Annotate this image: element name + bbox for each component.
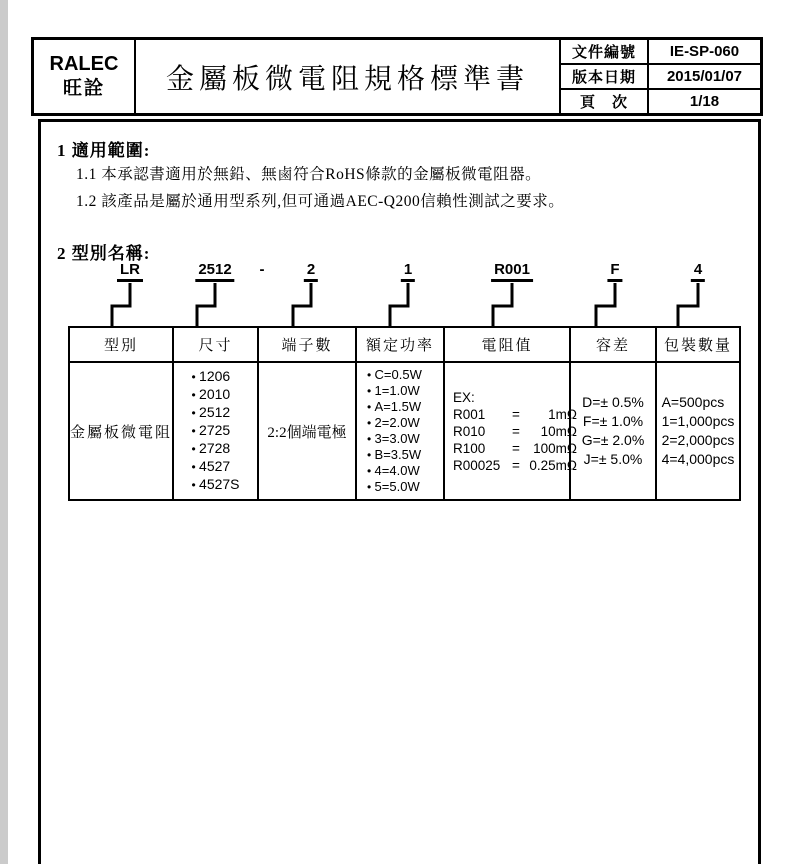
cell-resistance-values [443,363,577,499]
list-item: D=± 0.5% [582,394,644,410]
res-val: 100mΩ [533,440,577,456]
company-name-en: RALEC [49,53,119,76]
list-item: 2=2,000pcs [661,432,735,448]
col-header-type: 型別 [70,328,172,363]
resistance-example-row [453,440,577,457]
doc-number-value: IE-SP-060 [669,43,740,60]
list-item: • 2725 [191,422,239,440]
meta-label: 頁 次 [561,90,649,113]
res-code: R010 [453,423,486,439]
part-code-packaging: 4 [691,260,705,282]
list-item: 4=4,000pcs [661,451,735,467]
list-item: • 4527S [191,476,239,494]
col-header-size: 尺寸 [172,328,257,363]
company-logo [34,40,136,113]
document-meta-table [559,40,760,113]
res-code: R100 [453,440,486,456]
list-item: • 2=2.0W [367,415,422,431]
tolerance-list [582,393,645,469]
list-item: • 4527 [191,458,239,476]
res-eq: = [512,457,520,473]
part-code-terminals: 2 [304,260,318,282]
list-item: • B=3.5W [367,447,422,463]
packaging-list [662,393,735,469]
list-item: • C=0.5W [367,367,422,383]
list-item: • 1=1.0W [367,383,422,399]
resistance-example-row [453,457,577,474]
list-item: A=500pcs [661,394,725,410]
list-item: • 2512 [191,404,239,422]
part-code-resistance: R001 [491,260,533,282]
col-header-power: 額定功率 [355,328,443,363]
title-cell [136,40,559,113]
section-1-heading: 1 適用範圍: [57,141,151,160]
part-code-series: LR [117,260,143,282]
col-header-terminals: 端子數 [257,328,355,363]
res-eq: = [512,406,520,422]
list-item: G=± 2.0% [581,432,645,448]
list-item: F=± 1.0% [582,413,644,429]
page-number-value: 1/18 [689,93,720,110]
resistance-example-row [453,406,577,423]
list-item: • 3=3.0W [367,431,422,447]
version-date-value: 2015/01/07 [666,68,743,85]
res-code: R001 [453,406,486,422]
col-header-packaging: 包裝數量 [655,328,739,363]
list-item: • 1206 [191,368,239,386]
col-header-resistance: 電阻值 [443,328,569,363]
part-code-size: 2512 [195,260,234,282]
list-item: • 2010 [191,386,239,404]
res-val: 10mΩ [540,423,577,439]
meta-label: 文件編號 [561,40,649,63]
list-item: • A=1.5W [367,399,422,415]
cell-packaging [655,363,739,499]
document-header [31,37,763,116]
meta-label: 版本日期 [561,65,649,88]
power-list [367,367,422,495]
cell-terminals: 2:2個端電極 [257,363,355,499]
resistance-example-label: EX: [453,389,475,405]
section-1-item: 1.1 本承認書適用於無鉛、無鹵符合RoHS條款的金屬板微電阻器。 [76,166,542,183]
meta-row-page-number [561,90,760,113]
cell-type-name: 金屬板微電阻 [70,424,173,441]
part-code-power: 1 [401,260,415,282]
list-item: • 4=4.0W [367,463,422,479]
part-code-dash: - [259,261,265,278]
model-spec-table [68,326,741,501]
section-1-item: 1.2 該產品是屬於通用型系列,但可通過AEC-Q200信賴性測試之要求。 [76,193,565,210]
list-item: • 5=5.0W [367,479,422,495]
meta-row-version-date [561,65,760,90]
res-eq: = [512,423,520,439]
section-2-heading: 2 型別名稱: [57,244,151,263]
col-header-tolerance: 容差 [569,328,655,363]
document-title: 金屬板微電阻規格標準書 [165,63,529,95]
resistance-example-rows [453,406,577,474]
viewer-background-strip [0,0,8,864]
res-eq: = [512,440,520,456]
meta-row-doc-number [561,40,760,65]
res-val: 1mΩ [548,406,577,422]
size-list [191,368,239,494]
part-code-tolerance: F [607,260,622,282]
list-item: • 2728 [191,440,239,458]
res-val: 0.25mΩ [529,457,577,473]
list-item: J=± 5.0% [583,451,643,467]
company-name-cn: 旺詮 [62,78,105,100]
res-code: R00025 [453,457,501,473]
cell-sizes [172,363,257,499]
list-item: 1=1,000pcs [661,413,735,429]
cell-rated-power [355,363,443,499]
resistance-example-block [453,389,577,474]
resistance-example-row [453,423,577,440]
cell-tolerance [569,363,655,499]
